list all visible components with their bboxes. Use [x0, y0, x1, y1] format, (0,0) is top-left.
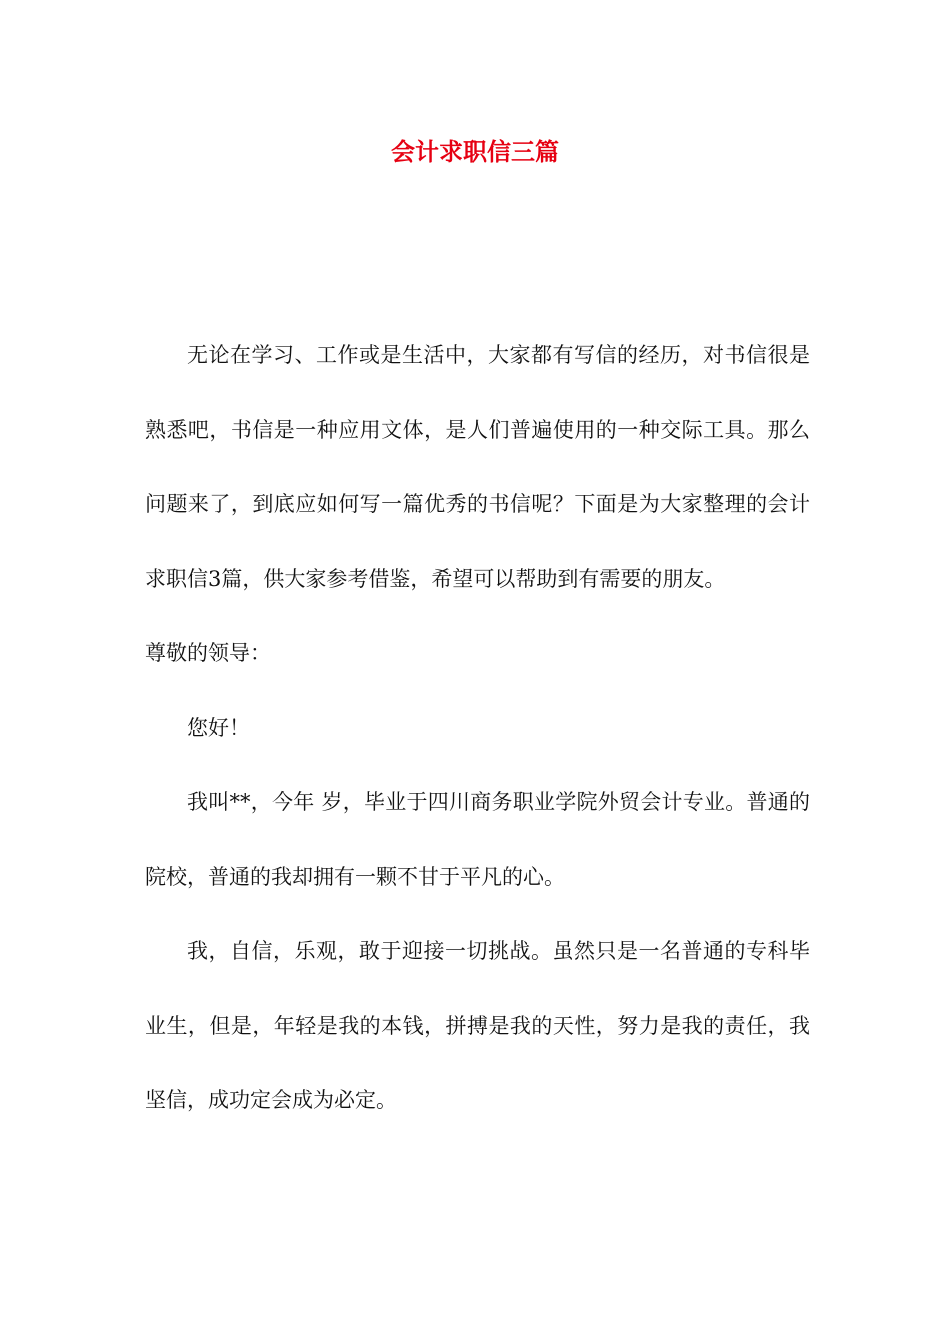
self-introduction-paragraph: 我叫**，今年 岁，毕业于四川商务职业学院外贸会计专业。普通的院校，普通的我却拥有一颗不甘于平凡的心。 [145, 790, 810, 889]
personality-paragraph: 我，自信，乐观，敢于迎接一切挑战。虽然只是一名普通的专科毕业生，但是，年轻是我的本钱，拼搏是我的天性，努力是我的责任，我坚信，成功定会成为必定。 [145, 939, 810, 1112]
greeting: 您好！ [187, 715, 250, 740]
document-title: 会计求职信三篇 [391, 137, 559, 166]
intro-paragraph: 无论在学习、工作或是生活中，大家都有写信的经历，对书信很是熟悉吧，书信是一种应用文体，是人们普遍使用的一种交际工具。那么问题来了，到底应如何写一篇优秀的书信呢？下面是为大家整理的会计求职信3篇，供大家参考借鉴，希望可以帮助到有需要的朋友。 [145, 343, 810, 591]
salutation: 尊敬的领导： [145, 641, 271, 665]
document-body [145, 318, 810, 1138]
